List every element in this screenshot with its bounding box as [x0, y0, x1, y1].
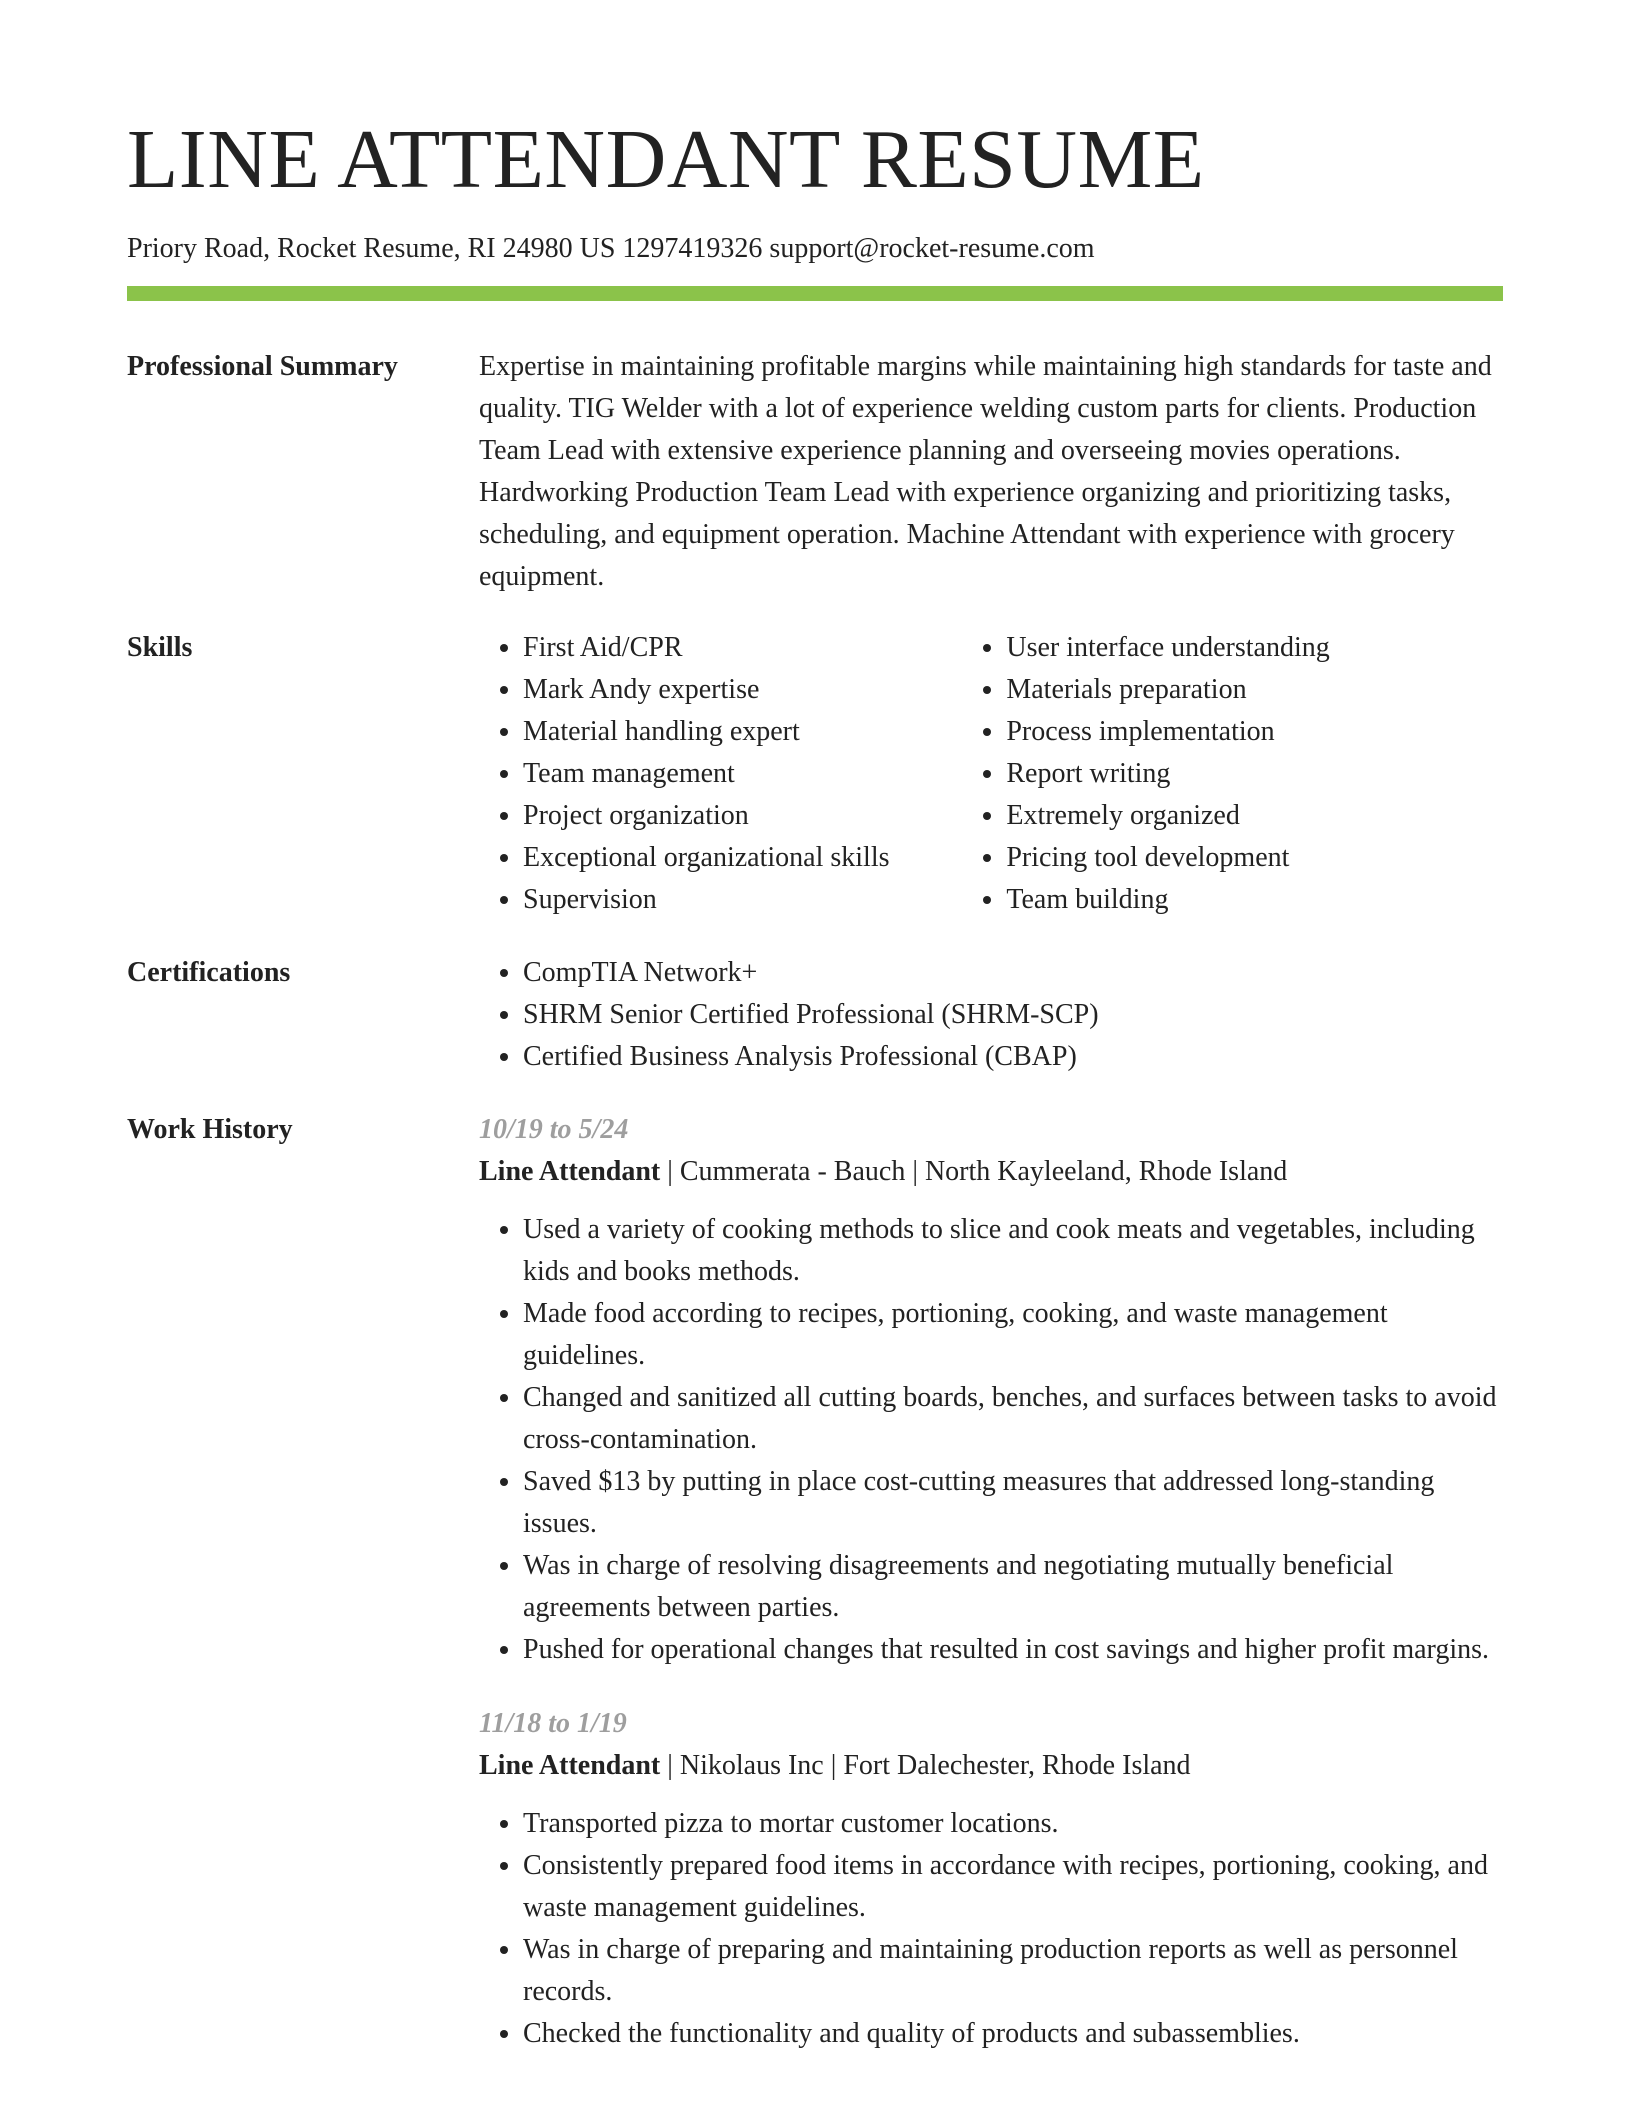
job-employer-location: | Nikolaus Inc | Fort Dalechester, Rhode Island — [660, 1750, 1191, 1781]
job-bullets — [479, 1803, 1503, 2055]
skill-item: • Team building — [1006, 879, 1503, 921]
skill-item: • Mark Andy expertise — [523, 669, 962, 711]
skills-heading: Skills — [127, 632, 193, 663]
summary-heading: Professional Summary — [127, 351, 398, 382]
job-dates: 11/18 to 1/19 — [479, 1708, 627, 1739]
contact-phone: 1297419326 — [622, 233, 770, 264]
skill-item: • Report writing — [1006, 753, 1503, 795]
skill-item: • Team management — [523, 753, 962, 795]
job-bullets — [479, 1209, 1503, 1671]
summary-body — [479, 346, 1503, 598]
skill-item: • Supervision — [523, 879, 962, 921]
job-bullet: • Saved $13 by putting in place cost-cutting measures that addressed long-standing issues. — [523, 1461, 1503, 1545]
job-bullet: • Checked the functionality and quality of products and subassemblies. — [523, 2013, 1503, 2055]
skill-item: • Project organization — [523, 795, 962, 837]
work-history-body — [479, 1109, 1503, 2055]
certification-item: • SHRM Senior Certified Professional (SHRM-SCP) — [523, 994, 1503, 1036]
job-bullet: • Was in charge of resolving disagreements and negotiating mutually beneficial agreements between parties. — [523, 1545, 1503, 1629]
certifications-heading: Certifications — [127, 957, 291, 988]
skill-item: • Process implementation — [1006, 711, 1503, 753]
skill-item: • Exceptional organizational skills — [523, 837, 962, 879]
skill-item: • Pricing tool development — [1006, 837, 1503, 879]
job-bullet: • Pushed for operational changes that resulted in cost savings and higher profit margins. — [523, 1629, 1503, 1671]
job-employer-location: | Cummerata - Bauch | North Kayleeland, Rhode Island — [660, 1156, 1288, 1187]
certification-item: • Certified Business Analysis Professional (CBAP) — [523, 1036, 1503, 1078]
job-title-line — [479, 1151, 1503, 1193]
job-bullet: • Used a variety of cooking methods to slice and cook meats and vegetables, including kids and books methods. — [523, 1209, 1503, 1293]
job-bullet: • Changed and sanitized all cutting boards, benches, and surfaces between tasks to avoid cross-contamination. — [523, 1377, 1503, 1461]
certification-item: • CompTIA Network+ — [523, 952, 1503, 994]
header-divider — [127, 286, 1503, 301]
skill-item: • First Aid/CPR — [523, 627, 962, 669]
job-dates: 10/19 to 5/24 — [479, 1114, 629, 1145]
job-role: Line Attendant — [479, 1156, 661, 1187]
job-bullet: • Was in charge of preparing and maintaining production reports as well as personnel records. — [523, 1929, 1503, 2013]
summary-text: Expertise in maintaining profitable margins while maintaining high standards for taste and quality. TIG Welder with a lot of experience welding custom parts for clients. Production Team Lead with extensive experience planning and overseeing movies operations. Hardworking Production Team Lead with experience organizing and prioritizing tasks, scheduling, and equipment operation. Machine Attendant with experience with grocery equipment. — [479, 351, 1492, 592]
skill-item: • Material handling expert — [523, 711, 962, 753]
resume-title: LINE ATTENDANT RESUME — [127, 113, 1205, 206]
job-bullet: • Made food according to recipes, portioning, cooking, and waste management guidelines. — [523, 1293, 1503, 1377]
skill-item: • Materials preparation — [1006, 669, 1503, 711]
job-role: Line Attendant — [479, 1750, 661, 1781]
job-bullet: • Consistently prepared food items in accordance with recipes, portioning, cooking, and waste management guidelines. — [523, 1845, 1503, 1929]
job-entry — [479, 1703, 1503, 2055]
contact-email: support@rocket-resume.com — [769, 233, 1095, 264]
skills-list-left — [479, 627, 962, 921]
contact-line — [127, 232, 1095, 266]
job-bullet: • Transported pizza to mortar customer locations. — [523, 1803, 1503, 1845]
job-title-line — [479, 1745, 1503, 1787]
skills-list-right — [962, 627, 1503, 921]
contact-address: Priory Road, Rocket Resume, RI 24980 US — [127, 233, 623, 264]
certifications-list — [479, 952, 1503, 1078]
work-history-heading: Work History — [127, 1114, 293, 1145]
skills-body — [479, 627, 1503, 921]
job-entry — [479, 1109, 1503, 1671]
certifications-body — [479, 952, 1503, 1078]
skill-item: • User interface understanding — [1006, 627, 1503, 669]
skill-item: • Extremely organized — [1006, 795, 1503, 837]
